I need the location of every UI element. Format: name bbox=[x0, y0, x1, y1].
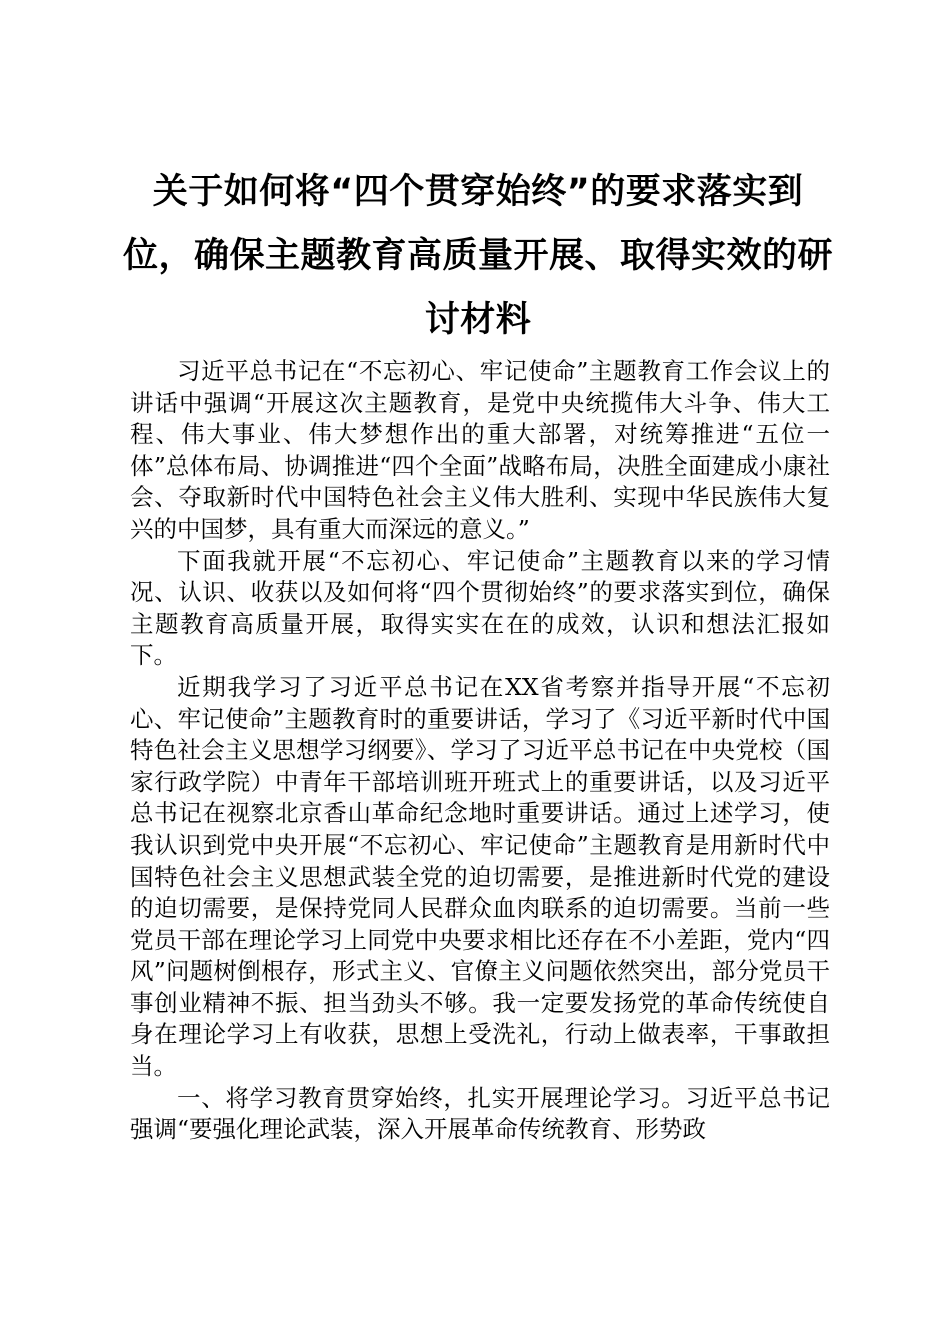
paragraph-3: 近期我学习了习近平总书记在XX省考察并指导开展“不忘初心、牢记使命”主题教育时的重要讲话，学习了《习近平新时代中国特色社会主义思想学习纲要》、学习了习近平总书记在中央党校（国家行政学院）中青年干部培训班开班式上的重要讲话，以及习近平总书记在视察北京香山革命纪念地时重要讲话。通过上述学习，使我认识到党中央开展“不忘初心、牢记使命”主题教育是用新时代中国特色社会主义思想武装全党的迫切需要，是推进新时代党的建设的迫切需要，是保持党同人民群众血肉联系的迫切需要。当前一些党员干部在理论学习上同党中央要求相比还存在不小差距，党内“四风”问题树倒根存，形式主义、官僚主义问题依然突出，部分党员干事创业精神不振、担当劲头不够。我一定要发扬党的革命传统使自身在理论学习上有收获，思想上受洗礼，行动上做表率，干事敢担当。 bbox=[130, 672, 830, 1081]
document-title: 关于如何将“四个贯穿始终”的要求落实到位，确保主题教育高质量开展、取得实效的研讨材料 bbox=[122, 172, 833, 340]
paragraph-1: 习近平总书记在“不忘初心、牢记使命”主题教育工作会议上的讲话中强调“开展这次主题教育，是党中央统揽伟大斗争、伟大工程、伟大事业、伟大梦想作出的重大部署，对统筹推进“五位一体”总体布局、协调推进“四个全面”战略布局，决胜全面建成小康社会、夺取新时代中国特色社会主义伟大胜利、实现中华民族伟大复兴的中国梦，具有重大而深远的意义。” bbox=[130, 357, 830, 543]
paragraph-2: 下面我就开展“不忘初心、牢记使命”主题教育以来的学习情况、认识、收获以及如何将“四个贯彻始终”的要求落实到位，确保主题教育高质量开展，取得实实在在的成效，认识和想法汇报如下。 bbox=[130, 546, 830, 670]
paragraph-4: 一、将学习教育贯穿始终，扎实开展理论学习。习近平总书记强调“要强化理论武装，深入开展革命传统教育、形势政 bbox=[130, 1083, 830, 1144]
document-body bbox=[130, 356, 830, 1146]
